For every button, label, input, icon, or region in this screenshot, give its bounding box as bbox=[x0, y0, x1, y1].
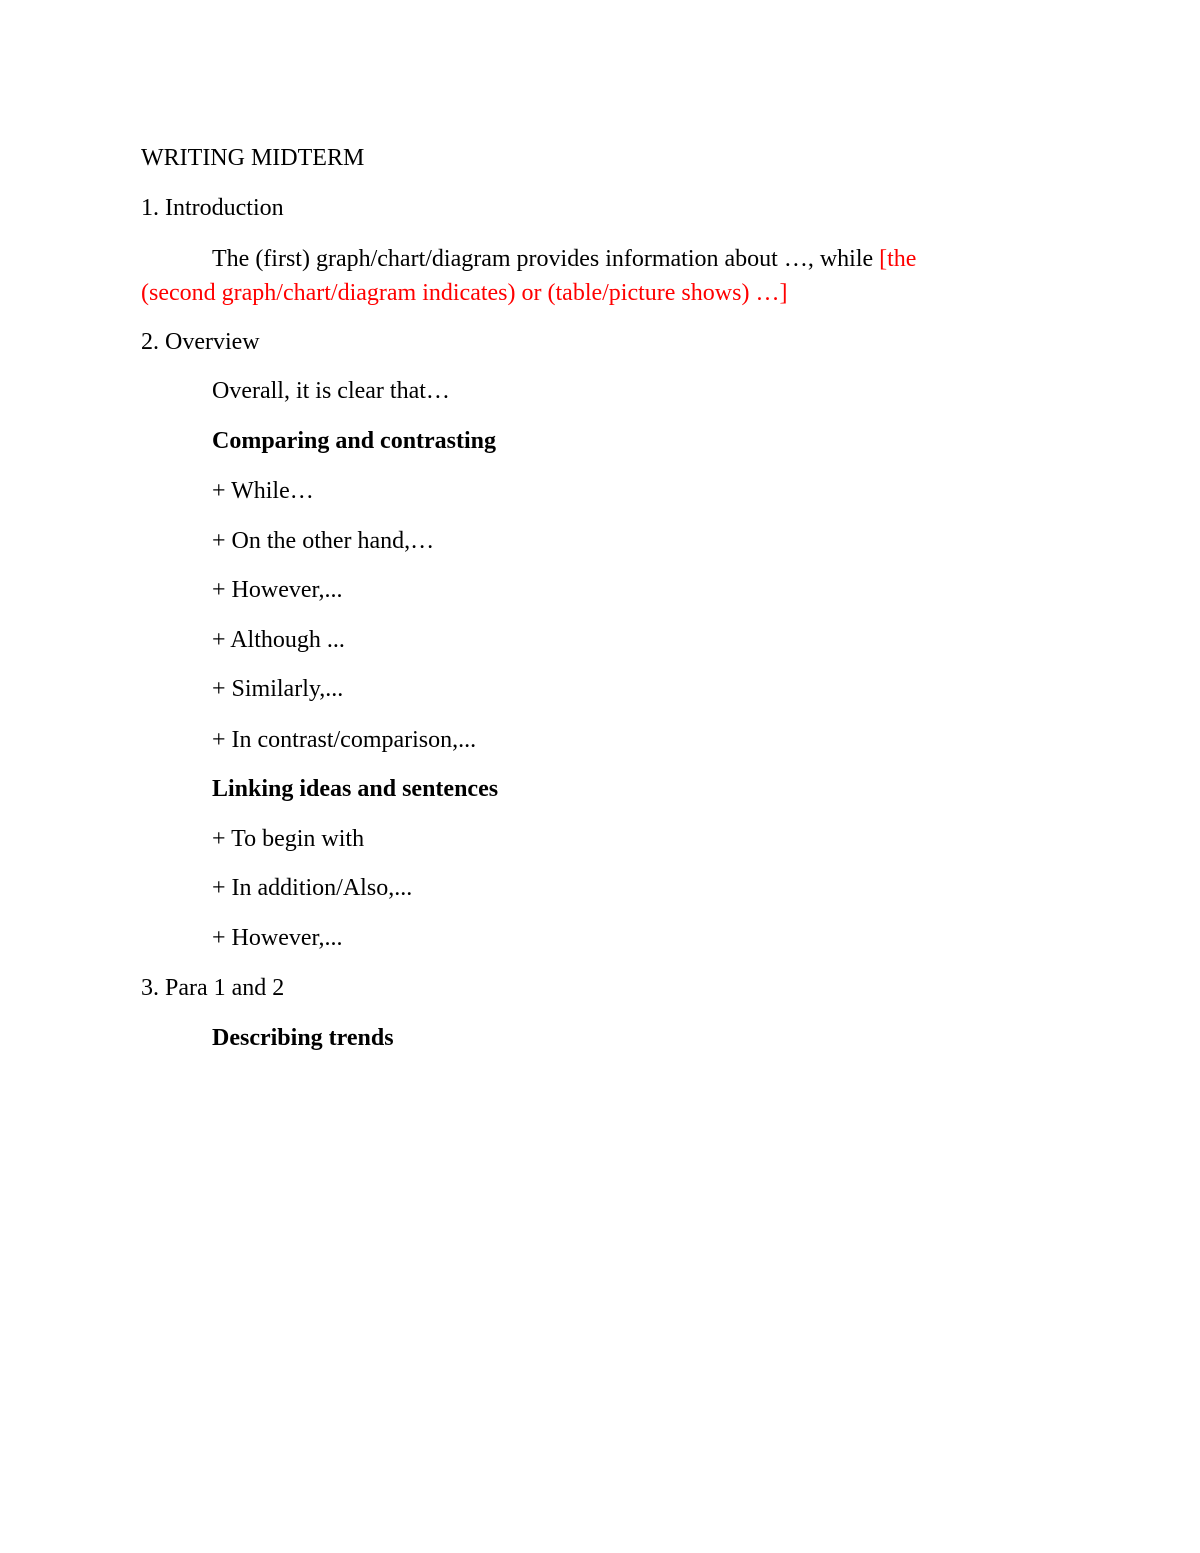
subheading-describing-trends: Describing trends bbox=[212, 1025, 394, 1051]
section-heading-overview: 2. Overview bbox=[141, 329, 260, 355]
list-item: + However,... bbox=[212, 925, 343, 951]
document-title: WRITING MIDTERM bbox=[141, 145, 365, 171]
list-item: + On the other hand,… bbox=[212, 528, 435, 554]
list-item: + In contrast/comparison,... bbox=[212, 727, 477, 753]
subheading-comparing-contrasting: Comparing and contrasting bbox=[212, 428, 497, 454]
subheading-linking-ideas: Linking ideas and sentences bbox=[212, 776, 499, 802]
introduction-sentence-line-2: (second graph/chart/diagram indicates) or (table/picture shows) …] bbox=[141, 280, 788, 306]
list-item: + However,... bbox=[212, 577, 343, 603]
list-item: + To begin with bbox=[212, 826, 365, 852]
introduction-sentence-black: The (first) graph/chart/diagram provides information about …, while bbox=[212, 246, 880, 272]
section-heading-introduction: 1. Introduction bbox=[141, 195, 284, 221]
overview-opening-sentence: Overall, it is clear that… bbox=[212, 378, 450, 404]
section-heading-paragraphs: 3. Para 1 and 2 bbox=[141, 975, 285, 1001]
introduction-sentence-red-start: [the bbox=[879, 246, 917, 272]
list-item: + Similarly,... bbox=[212, 676, 344, 702]
introduction-sentence-line-1 bbox=[212, 244, 916, 274]
list-item: + Although ... bbox=[212, 627, 345, 653]
list-item: + In addition/Also,... bbox=[212, 875, 413, 901]
list-item: + While… bbox=[212, 478, 314, 504]
